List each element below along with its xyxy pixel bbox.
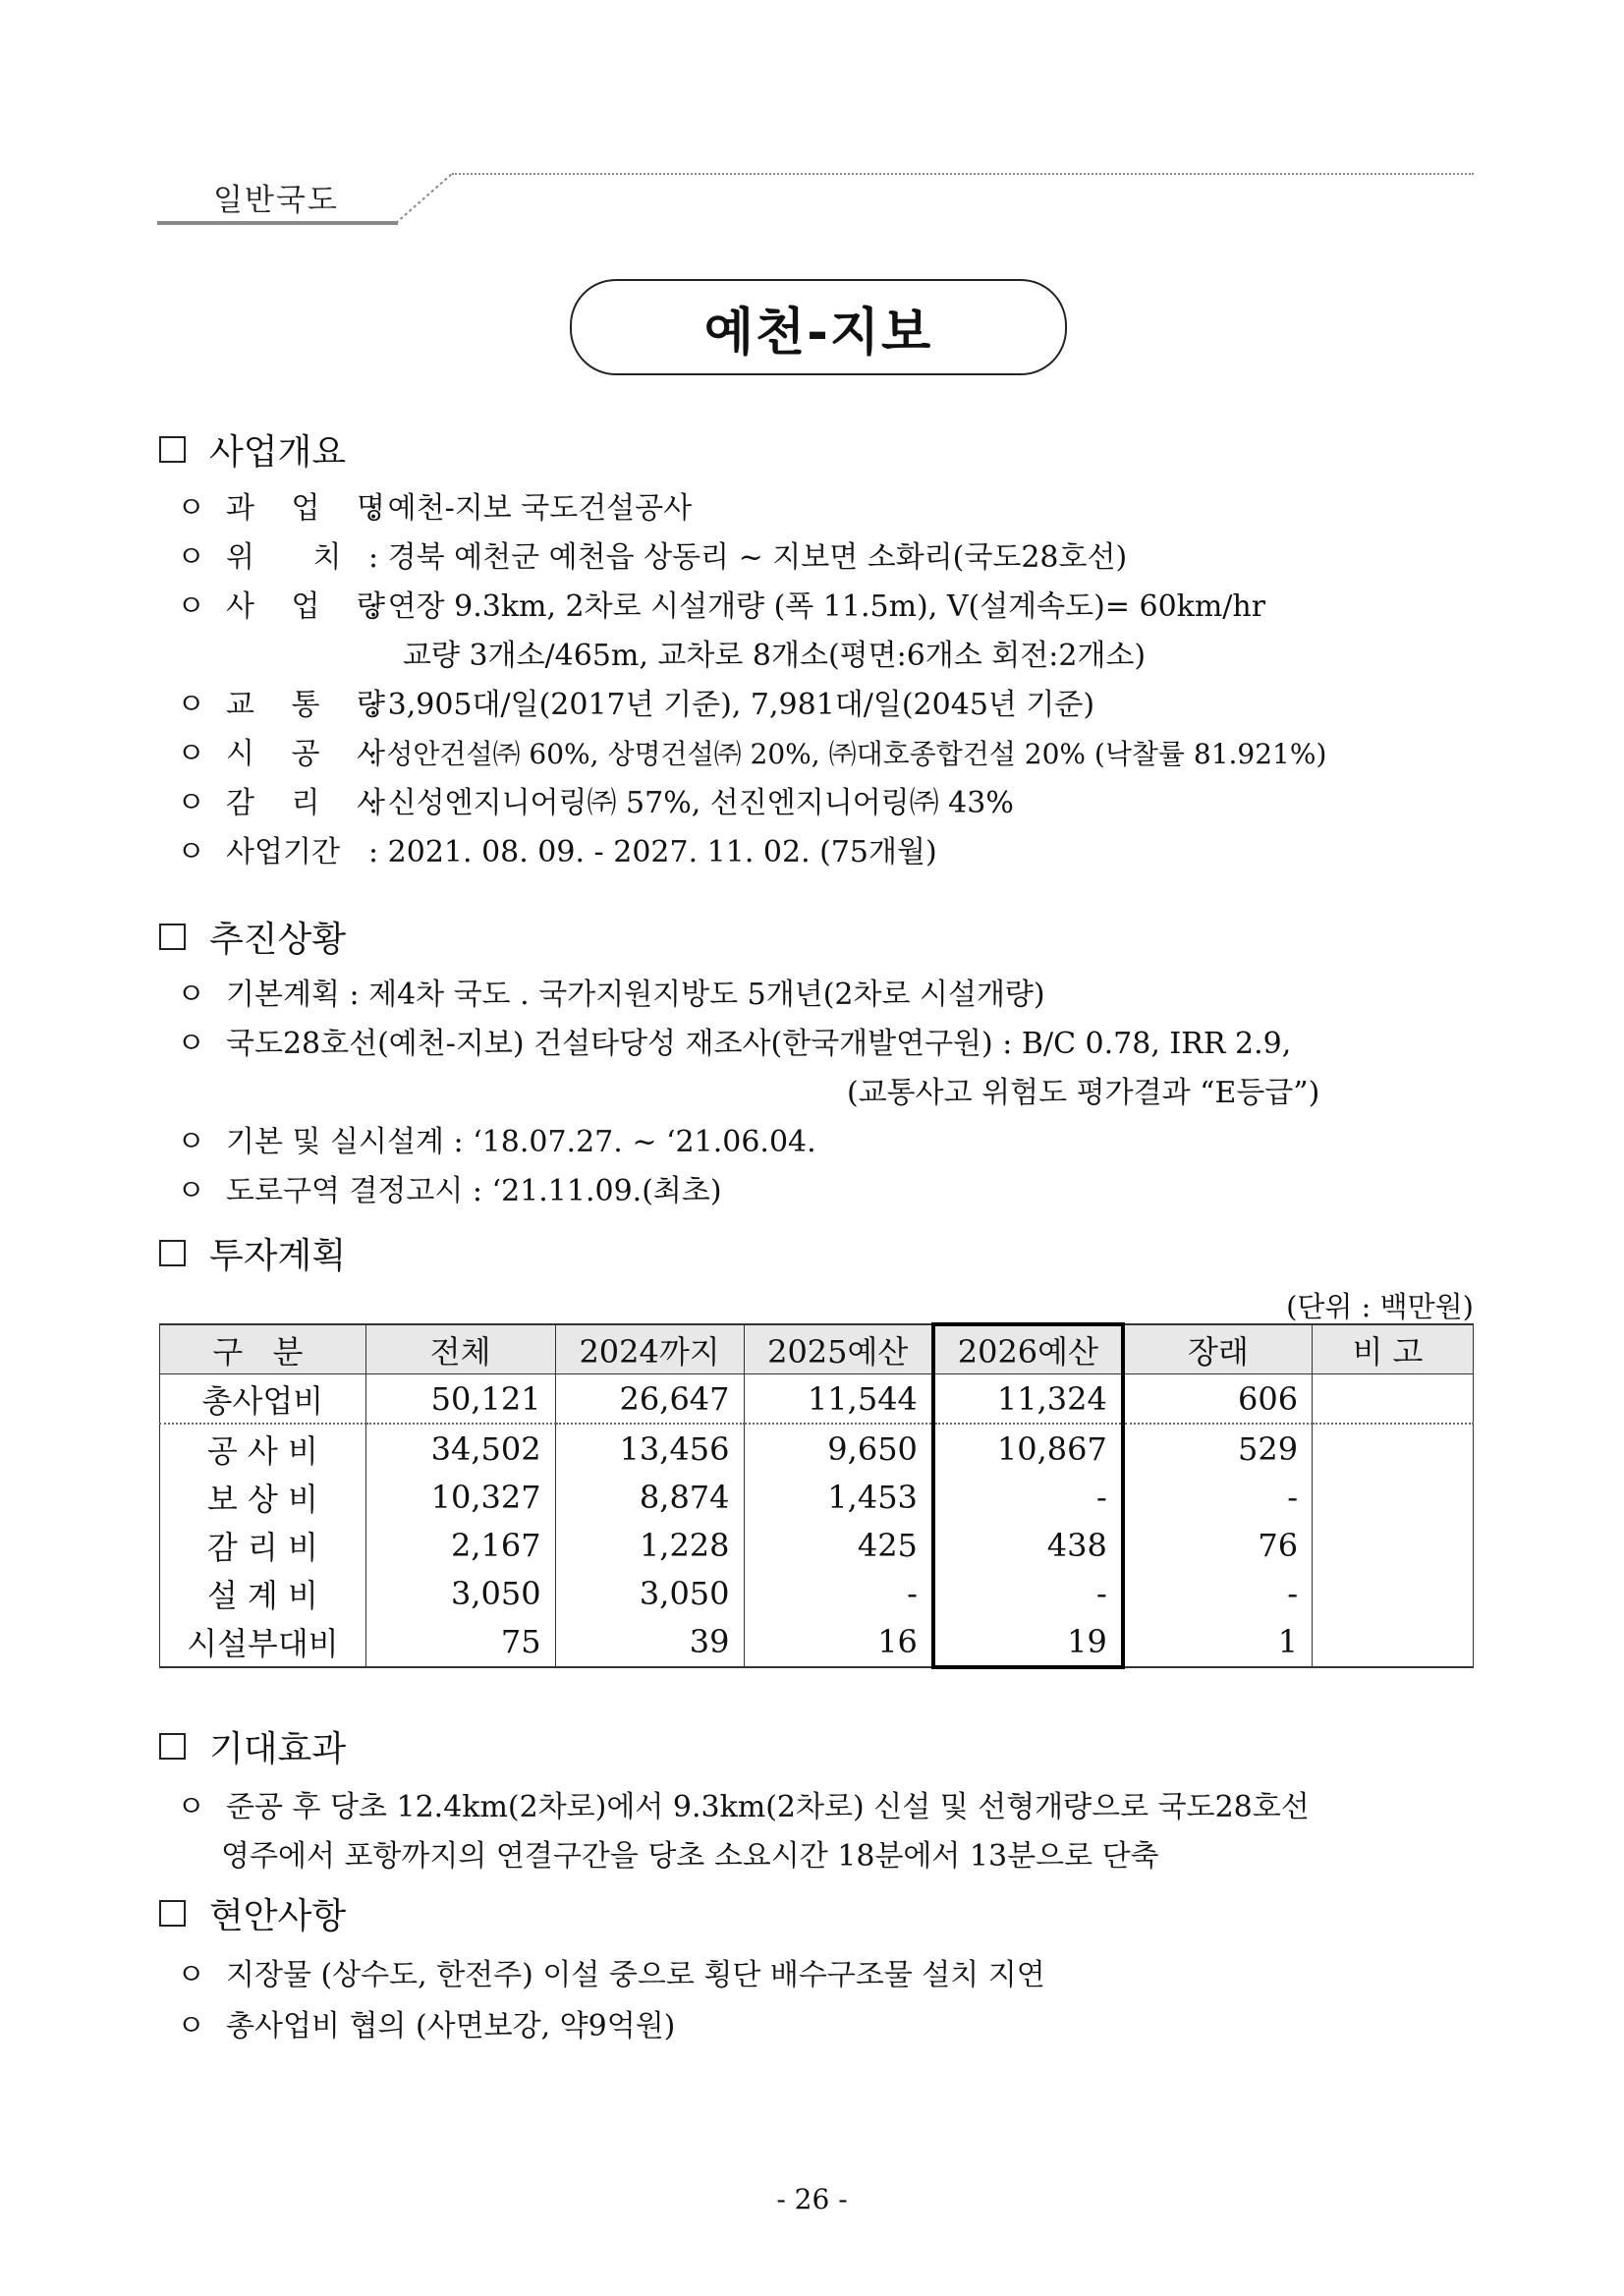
row-label: 감 리 비 <box>160 1521 366 1569</box>
section-investment <box>159 1228 346 1278</box>
cell: 16 <box>744 1617 933 1667</box>
page-title: 예천-지보 <box>570 279 1067 375</box>
col-header: 2025예산 <box>744 1324 933 1374</box>
overview-project <box>177 483 692 527</box>
table-row <box>160 1569 1474 1617</box>
cell: 3,050 <box>365 1569 555 1617</box>
cell: 10,867 <box>933 1424 1123 1473</box>
effect-text: 준공 후 당초 12.4km(2차로)에서 9.3km(2차로) 신설 및 선형개량으로 국도28호선 <box>226 1790 1310 1824</box>
cell: 1 <box>1123 1617 1313 1667</box>
bullet-icon: ㅇ <box>177 540 205 575</box>
bullet-icon: ㅇ <box>177 1027 205 1061</box>
section-title: 투자계획 <box>209 1236 347 1276</box>
row-label: 시설부대비 <box>160 1617 366 1667</box>
field-label: 교 통 량 <box>226 688 400 722</box>
bullet-icon: ㅇ <box>177 835 205 869</box>
issue-text: 총사업비 협의 (사면보강, 약9억원) <box>226 2009 676 2044</box>
cell: 10,327 <box>365 1473 555 1521</box>
cell: 2,167 <box>365 1521 555 1569</box>
overview-traffic <box>177 680 1094 723</box>
overview-location <box>177 532 1127 576</box>
field-label: 시 공 사 <box>226 737 400 771</box>
table-row <box>160 1374 1474 1425</box>
cell <box>1313 1473 1474 1521</box>
bullet-icon: ㅇ <box>177 1790 205 1824</box>
cell: 34,502 <box>365 1424 555 1473</box>
investment-table <box>159 1322 1474 1669</box>
effect-line-1b <box>221 1831 1159 1875</box>
field-value: : 신성엔지니어링㈜ 57%, 선진엔지니어링㈜ 43% <box>368 786 1014 820</box>
field-value: : 경북 예천군 예천읍 상동리 ~ 지보면 소화리(국도28호선) <box>368 540 1128 575</box>
cell: 76 <box>1123 1521 1313 1569</box>
issues-line-2 <box>177 2001 675 2044</box>
table-row <box>160 1473 1474 1521</box>
cell: 425 <box>744 1521 933 1569</box>
cell: 11,544 <box>744 1374 933 1425</box>
cell: - <box>744 1569 933 1617</box>
square-icon <box>159 436 186 463</box>
cell: 3,050 <box>555 1569 744 1617</box>
field-label: 위 치 <box>226 540 342 575</box>
effect-line-1 <box>177 1782 1310 1825</box>
overview-scope-cont <box>403 631 1146 674</box>
issues-line-1 <box>177 1950 1045 1993</box>
bullet-icon: ㅇ <box>177 737 205 771</box>
col-header: 구 분 <box>160 1324 366 1374</box>
overview-period <box>177 827 937 870</box>
overview-contractor <box>177 729 1326 772</box>
bullet-icon: ㅇ <box>177 786 205 820</box>
col-header-highlight: 2026예산 <box>933 1324 1123 1374</box>
cell <box>1313 1521 1474 1569</box>
cell: 39 <box>555 1617 744 1667</box>
square-icon <box>159 1733 186 1760</box>
overview-scope <box>177 582 1265 625</box>
cell: 8,874 <box>555 1473 744 1521</box>
square-icon <box>159 924 186 950</box>
cell: - <box>1123 1473 1313 1521</box>
progress-line-3 <box>177 1117 816 1160</box>
progress-line-2b <box>847 1068 1319 1111</box>
square-icon <box>159 1900 186 1927</box>
section-title: 기대효과 <box>209 1729 347 1769</box>
cell: 9,650 <box>744 1424 933 1473</box>
progress-text: 기본 및 실시설계 : ‘18.07.27. ~ ‘21.06.04. <box>226 1125 816 1159</box>
col-header: 전체 <box>365 1324 555 1374</box>
cell: 75 <box>365 1617 555 1667</box>
issue-text: 지장물 (상수도, 한전주) 이설 중으로 횡단 배수구조물 설치 지연 <box>226 1958 1045 1992</box>
cell: 11,324 <box>933 1374 1123 1425</box>
cell: - <box>933 1569 1123 1617</box>
bullet-icon: ㅇ <box>177 1174 205 1208</box>
table-row <box>160 1617 1474 1667</box>
row-label: 설 계 비 <box>160 1569 366 1617</box>
cell: 438 <box>933 1521 1123 1569</box>
col-header: 장래 <box>1123 1324 1313 1374</box>
section-title: 사업개요 <box>209 432 347 473</box>
section-issues <box>159 1888 346 1938</box>
cell <box>1313 1617 1474 1667</box>
row-label: 보 상 비 <box>160 1473 366 1521</box>
progress-line-4 <box>177 1166 722 1209</box>
bullet-icon: ㅇ <box>177 1958 205 1992</box>
square-icon <box>159 1240 186 1266</box>
page-number: - 26 - <box>776 2183 848 2215</box>
progress-text: (교통사고 위험도 평가결과 “E등급”) <box>847 1076 1320 1110</box>
progress-line-1 <box>177 970 1045 1013</box>
header-label: 일반국도 <box>213 183 339 218</box>
cell: - <box>933 1473 1123 1521</box>
cell <box>1313 1424 1474 1473</box>
bullet-icon: ㅇ <box>177 2009 205 2044</box>
cell: 26,647 <box>555 1374 744 1425</box>
cell: 19 <box>933 1617 1123 1667</box>
header-underline <box>157 221 398 225</box>
header-divider <box>393 171 456 226</box>
cell: - <box>1123 1569 1313 1617</box>
progress-text: 국도28호선(예천-지보) 건설타당성 재조사(한국개발연구원) : B/C 0.78, IRR 2.9, <box>226 1027 1292 1061</box>
bullet-icon: ㅇ <box>177 491 205 526</box>
progress-text: 도로구역 결정고시 : ‘21.11.09.(최초) <box>226 1174 722 1208</box>
section-overview <box>159 424 346 475</box>
overview-supervisor <box>177 778 1014 821</box>
cell <box>1313 1374 1474 1425</box>
field-value: : 3,905대/일(2017년 기준), 7,981대/일(2045년 기준) <box>368 688 1095 722</box>
section-title: 추진상황 <box>209 920 347 960</box>
table-header-row <box>160 1324 1474 1374</box>
bullet-icon: ㅇ <box>177 978 205 1012</box>
field-value: : 연장 9.3km, 2차로 시설개량 (폭 11.5m), V(설계속도)= 60km/hr <box>368 589 1266 624</box>
field-label: 과 업 명 <box>226 491 400 526</box>
col-header: 2024까지 <box>555 1324 744 1374</box>
section-effect <box>159 1721 346 1771</box>
cell <box>1313 1569 1474 1617</box>
field-value: 교량 3개소/465m, 교차로 8개소(평면:6개소 회전:2개소) <box>403 639 1147 673</box>
field-value: : 2021. 08. 09. - 2027. 11. 02. (75개월) <box>368 835 937 869</box>
field-value: : 예천-지보 국도건설공사 <box>368 491 693 526</box>
col-header: 비고 <box>1313 1324 1474 1374</box>
section-title: 현안사항 <box>209 1896 347 1936</box>
cell: 1,453 <box>744 1473 933 1521</box>
effect-text: 영주에서 포항까지의 연결구간을 당초 소요시간 18분에서 13분으로 단축 <box>221 1839 1159 1874</box>
progress-line-2 <box>177 1019 1291 1062</box>
table-row <box>160 1424 1474 1473</box>
cell: 13,456 <box>555 1424 744 1473</box>
cell: 606 <box>1123 1374 1313 1425</box>
bullet-icon: ㅇ <box>177 1125 205 1159</box>
field-label: 감 리 사 <box>226 786 400 820</box>
bullet-icon: ㅇ <box>177 688 205 722</box>
cell: 529 <box>1123 1424 1313 1473</box>
progress-text: 기본계획 : 제4차 국도 . 국가지원지방도 5개년(2차로 시설개량) <box>226 978 1045 1012</box>
table-row <box>160 1521 1474 1569</box>
header-dotted-line <box>452 173 1474 175</box>
field-label: 사 업 량 <box>226 589 400 624</box>
field-label: 사업기간 <box>226 835 340 869</box>
section-progress <box>159 912 346 962</box>
cell: 1,228 <box>555 1521 744 1569</box>
bullet-icon: ㅇ <box>177 589 205 624</box>
row-label: 총사업비 <box>160 1374 366 1425</box>
row-label: 공 사 비 <box>160 1424 366 1473</box>
table-unit: (단위 : 백만원) <box>1286 1290 1474 1323</box>
field-value: : 성안건설㈜ 60%, 상명건설㈜ 20%, ㈜대호종합건설 20% (낙찰률 81.921%) <box>368 738 1327 770</box>
cell: 50,121 <box>365 1374 555 1425</box>
